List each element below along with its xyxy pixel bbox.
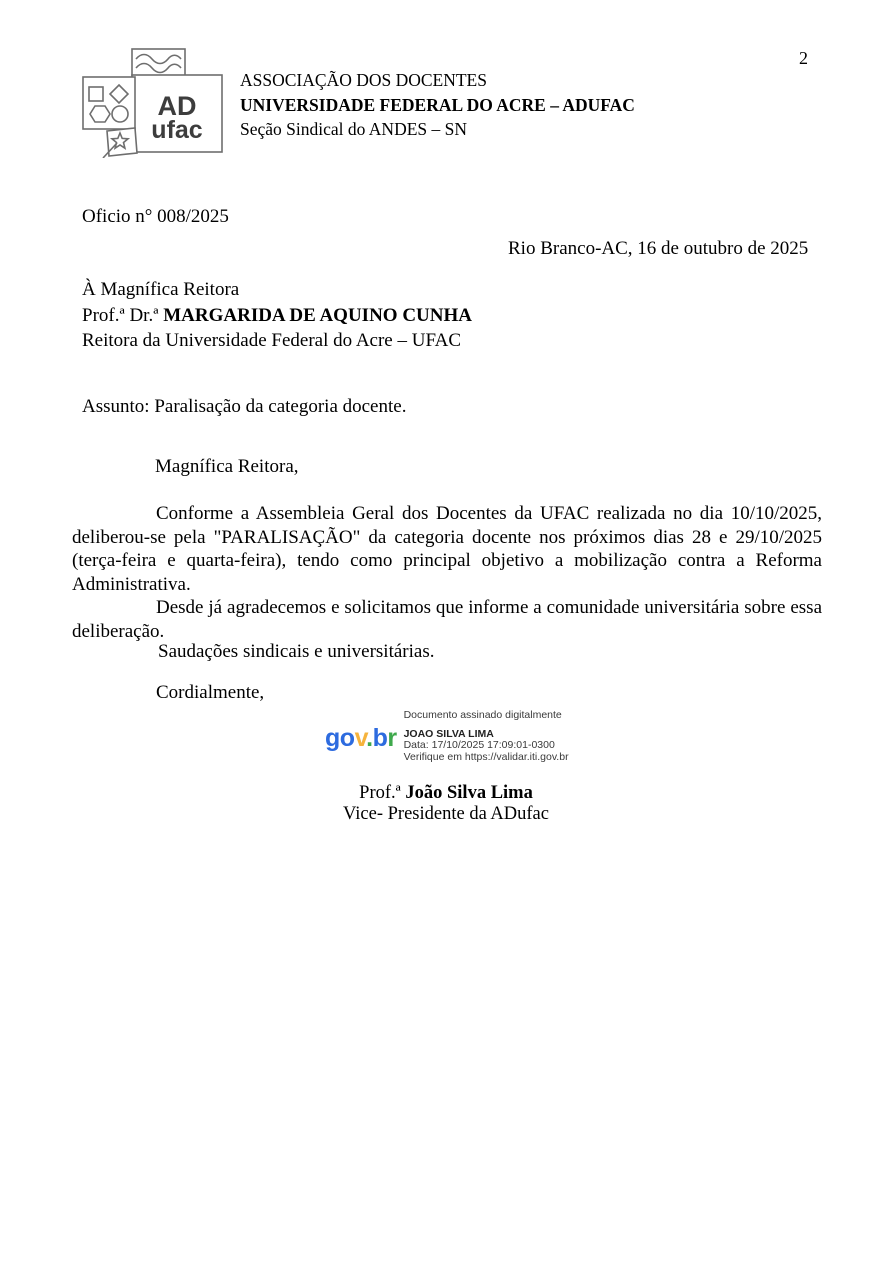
addressee-title: Prof.ª Dr.ª xyxy=(82,304,164,326)
adufac-logo-main-box xyxy=(132,75,222,152)
org-name-line2: UNIVERSIDADE FEDERAL DO ACRE – ADUFAC xyxy=(240,94,635,115)
adufac-logo-top-text: AD xyxy=(157,91,197,121)
closing-line-2: Cordialmente, xyxy=(156,682,265,703)
addressee-line1: À Magnífica Reitora xyxy=(82,279,240,300)
closing-line-1: Saudações sindicais e universitárias. xyxy=(158,641,435,662)
digital-signature-stamp xyxy=(325,710,569,763)
subject-line: Assunto: Paralisação da categoria docente. xyxy=(82,396,407,417)
place-date-line: Rio Branco-AC, 16 de outubro de 2025 xyxy=(508,238,809,259)
org-name-line1: ASSOCIAÇÃO DOS DOCENTES xyxy=(240,70,487,90)
signatory-title: Prof.ª xyxy=(359,783,406,803)
signatory-role: Vice- Presidente da ADufac xyxy=(343,804,549,824)
document-reference: Oficio n° 008/2025 xyxy=(82,206,229,227)
stamp-verify-url: Verifique em https://validar.iti.gov.br xyxy=(403,750,569,763)
signatory-name: João Silva Lima xyxy=(405,783,533,803)
signatory-block xyxy=(0,783,892,825)
addressee-line3: Reitora da Universidade Federal do Acre – UFAC xyxy=(82,330,462,351)
star-box-icon xyxy=(103,128,137,158)
signature-stamp-text xyxy=(404,710,569,763)
shapes-box-icon xyxy=(83,77,135,129)
letterhead xyxy=(240,68,635,142)
adufac-logo-bottom-text: ufac xyxy=(151,116,203,144)
govbr-logo: gov.br xyxy=(325,724,397,752)
body-paragraph-1: Conforme a Assembleia Geral dos Docentes da UFAC realizada no dia 10/10/2025, deliberou-se pela "PARALISAÇÃO" da categoria docente nos próximos dias 28 e 29/10/2025 (terça-feira e quarta-feira), tendo como principal objetivo a mobilização contra a Reforma Administrativa. xyxy=(72,503,822,595)
stamp-date: Data: 17/10/2025 17:09:01-0300 xyxy=(403,739,555,751)
addressee-block xyxy=(82,277,472,354)
stamp-signer-name: JOAO SILVA LIMA xyxy=(403,727,494,740)
org-name-line3: Seção Sindical do ANDES – SN xyxy=(240,119,468,139)
signatory-name-line xyxy=(0,783,892,804)
letter-body xyxy=(72,502,822,644)
addressee-name: MARGARIDA DE AQUINO CUNHA xyxy=(163,304,472,326)
salutation: Magnífica Reitora, xyxy=(155,456,299,477)
adufac-logo xyxy=(80,44,226,158)
body-paragraph-2: Desde já agradecemos e solicitamos que informe a comunidade universitária sobre essa deliberação. xyxy=(72,597,822,642)
addressee-line2 xyxy=(82,303,472,329)
page-number: 2 xyxy=(799,48,808,68)
stamp-signed-label: Documento assinado digitalmente xyxy=(403,709,562,721)
